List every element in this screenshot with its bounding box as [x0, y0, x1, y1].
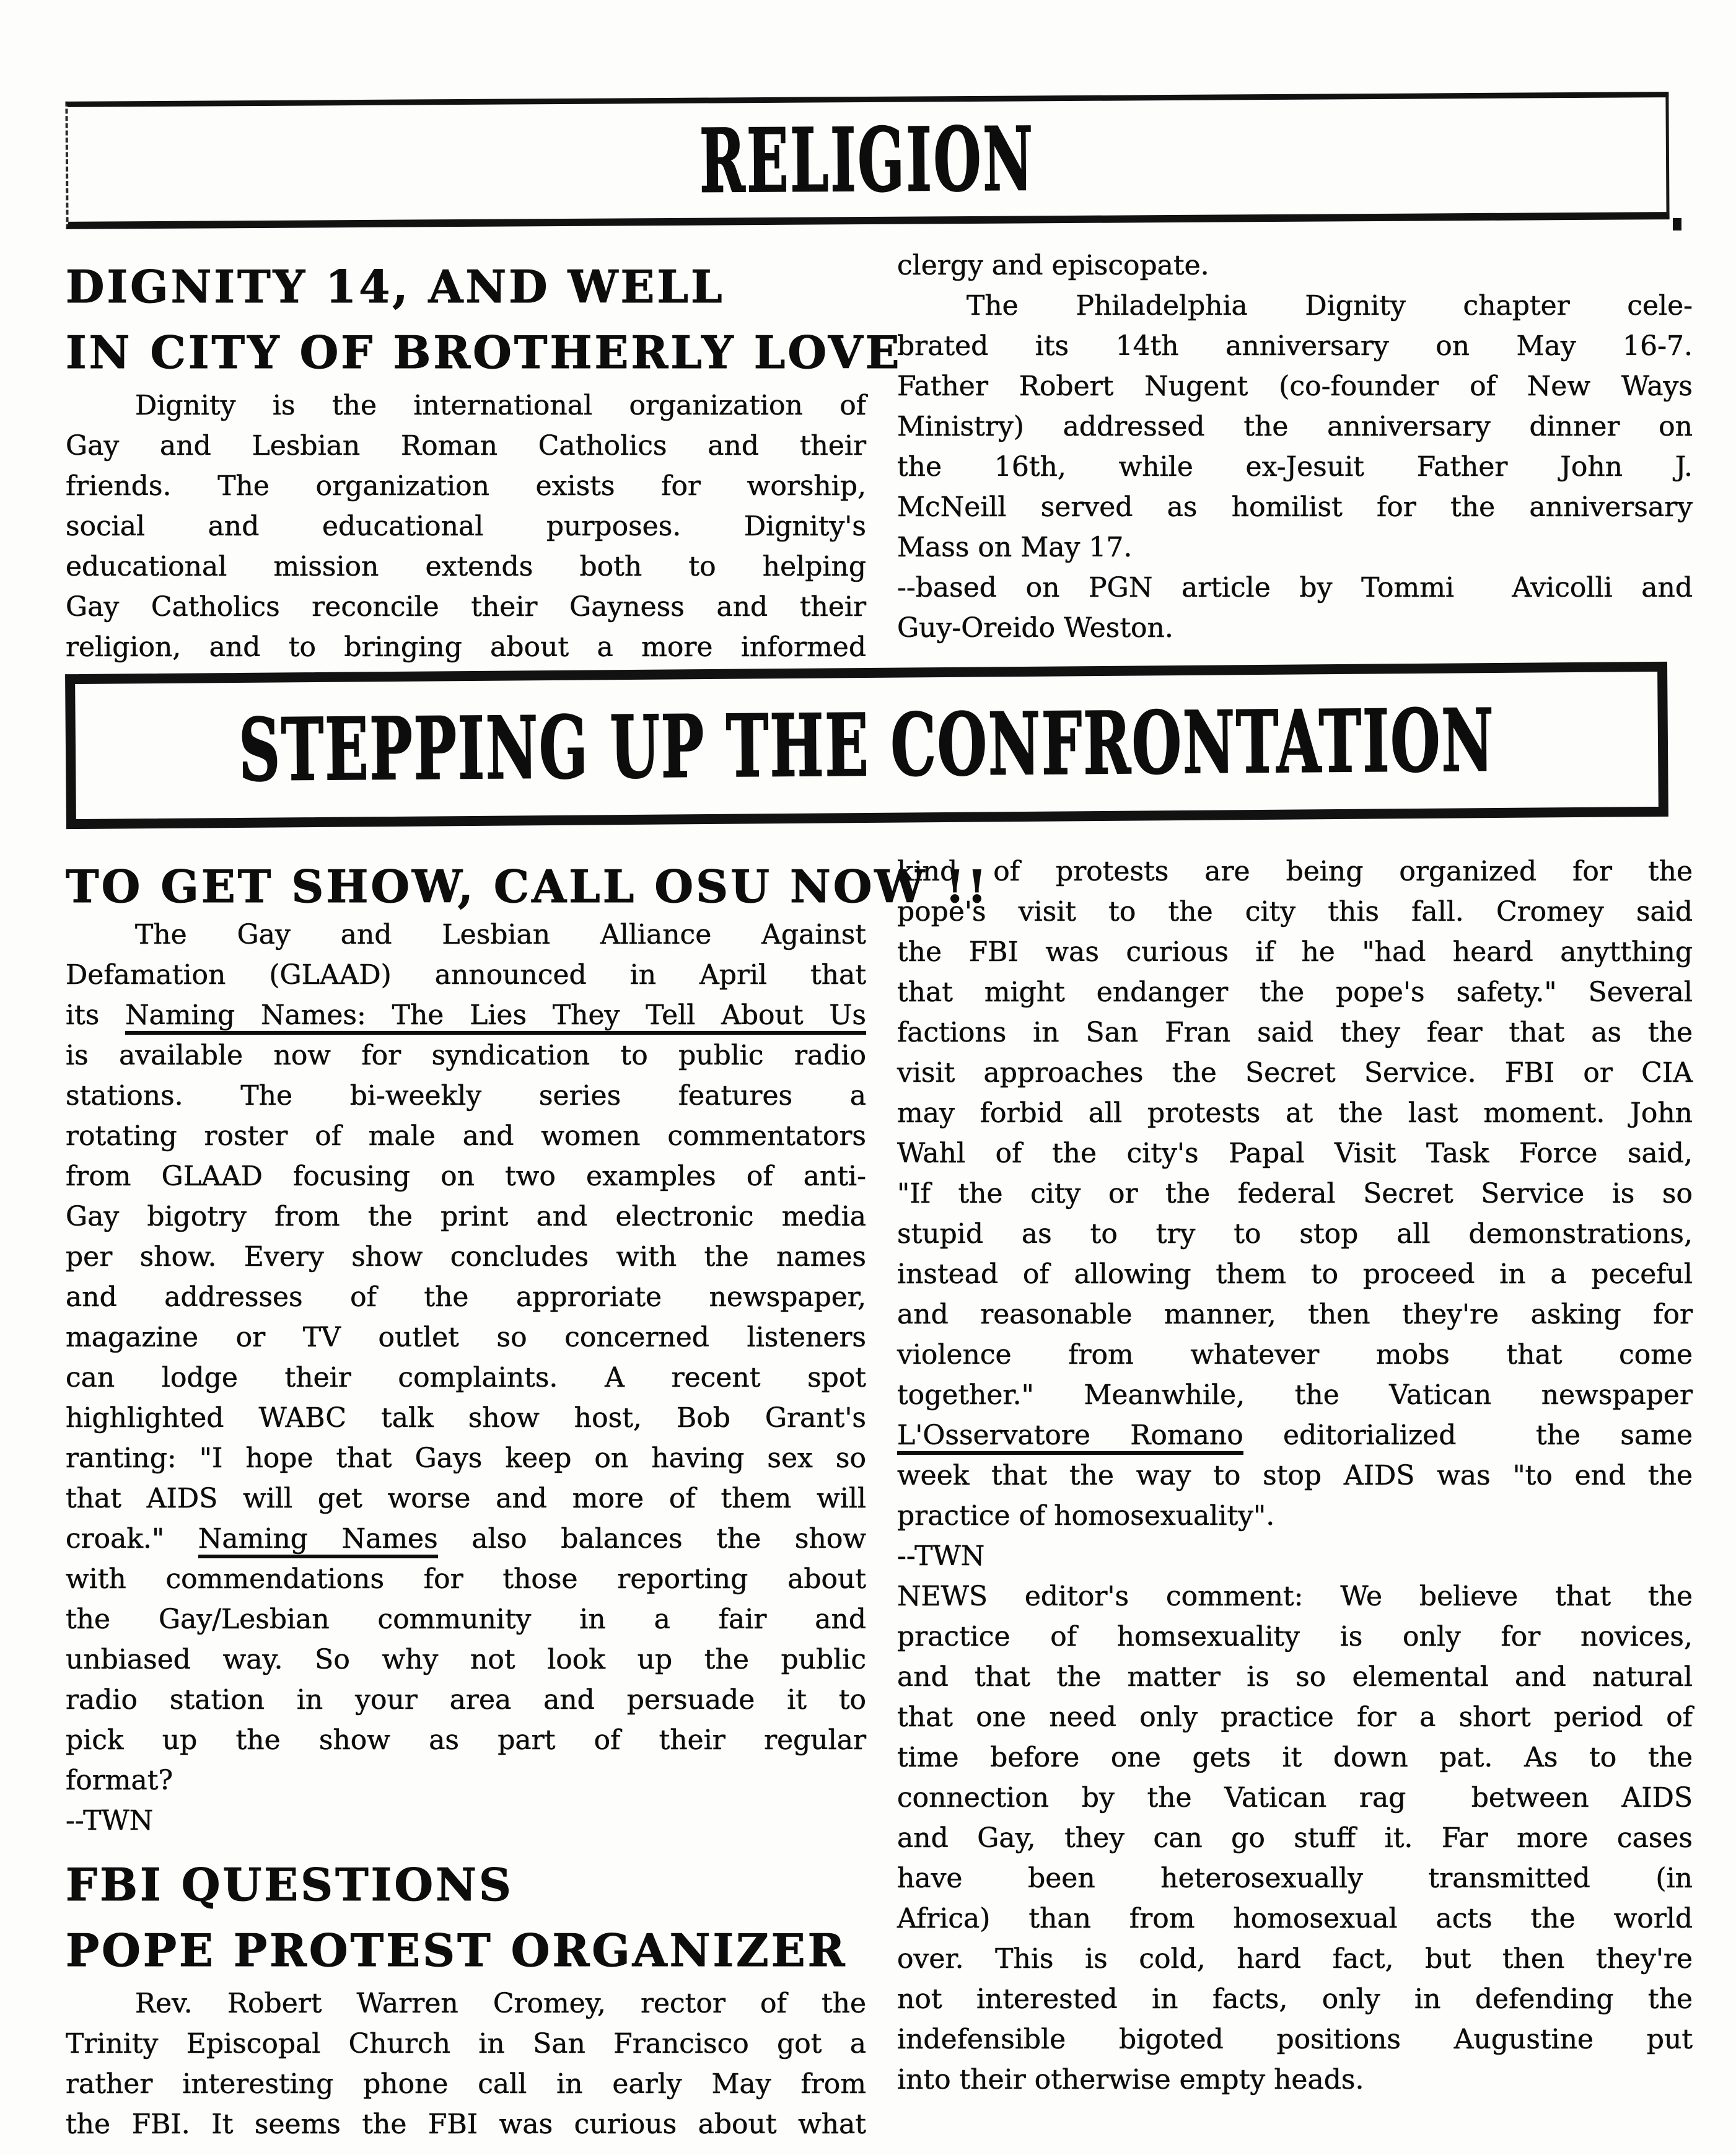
- text-segment: that one need only practice for a short period of: [897, 1701, 1693, 1733]
- text-segment: the FBI was curious if he "had heard anytthing: [897, 936, 1693, 968]
- text-segment: also balances the show: [437, 1523, 866, 1555]
- text-line: [897, 1536, 1693, 1576]
- text-segment: pick up the show as part of their regular: [66, 1724, 866, 1756]
- fbi-article-paragraph: [66, 1983, 866, 2144]
- text-segment: Wahl of the city's Papal Visit Task Force said,: [897, 1138, 1693, 1169]
- scan-artifact-square: [1673, 218, 1681, 230]
- text-segment: radio station in your area and persuade it to: [66, 1684, 866, 1716]
- text-line: [66, 1196, 866, 1237]
- text-segment: per show. Every show concludes with the names: [66, 1241, 866, 1273]
- text-line: [897, 1818, 1693, 1858]
- text-line: [897, 1898, 1693, 1939]
- headline-line: [66, 320, 902, 385]
- text-line: [66, 587, 866, 627]
- text-segment: Mass on May 17.: [897, 532, 1133, 563]
- text-segment: stations. The bi-weekly series features a: [66, 1080, 866, 1112]
- text-segment: croak.": [66, 1523, 198, 1555]
- text-line: [897, 1335, 1693, 1375]
- text-segment: "If the city or the federal Secret Service is so: [897, 1178, 1693, 1209]
- text-segment: together." Meanwhile, the Vatican newspaper: [897, 1379, 1693, 1411]
- religion-section-banner: [65, 92, 1669, 229]
- text-line: [897, 932, 1693, 972]
- text-segment: editorialized the same: [1243, 1420, 1693, 1451]
- text-line: [66, 1076, 866, 1116]
- text-segment: TO GET SHOW, CALL OSU NOW !!: [66, 860, 989, 913]
- text-segment: FBI QUESTIONS: [66, 1858, 514, 1911]
- text-line: [897, 1617, 1693, 1657]
- text-segment: religion, and to bringing about a more informed: [66, 631, 866, 663]
- text-line: [66, 1035, 866, 1076]
- text-line: [897, 1455, 1693, 1496]
- text-line: [897, 892, 1693, 932]
- text-segment: from GLAAD focusing on two examples of anti-: [66, 1161, 866, 1192]
- text-segment: magazine or TV outlet so concerned listeners: [66, 1322, 866, 1353]
- text-segment: rather interesting phone call in early May from: [66, 2068, 866, 2100]
- headline-line: [66, 254, 866, 320]
- text-line: [897, 1375, 1693, 1415]
- text-line: [897, 1576, 1693, 1617]
- text-line: [66, 506, 866, 546]
- text-line: [66, 2024, 866, 2064]
- text-line: [897, 1254, 1693, 1294]
- text-line: [897, 1737, 1693, 1778]
- text-segment: practice of homsexuality is only for novices,: [897, 1621, 1693, 1652]
- text-segment: Trinity Episcopal Church in San Francisco got a: [66, 2028, 866, 2060]
- fbi-article-continuation: [897, 851, 1693, 2100]
- underlined-phrase: L'Osservatore Romano: [897, 1420, 1243, 1455]
- text-segment: may forbid all protests at the last moment. John: [897, 1097, 1693, 1129]
- text-segment: pope's visit to the city this fall. Cromey said: [897, 896, 1693, 928]
- glaad-article-title: [66, 859, 989, 915]
- glaad-article-paragraph: [66, 915, 866, 1841]
- dignity-article-paragraph: [66, 385, 866, 667]
- text-line: [66, 2104, 866, 2144]
- text-segment: rotating roster of male and women commentators: [66, 1120, 866, 1152]
- headline-line: [66, 1918, 866, 1983]
- text-line: [897, 1133, 1693, 1174]
- text-line: [897, 851, 1693, 892]
- text-segment: The Philadelphia Dignity chapter cele-: [967, 290, 1693, 322]
- text-line: [66, 1156, 866, 1196]
- text-line: [897, 608, 1693, 648]
- text-segment: factions in San Fran said they fear that as the: [897, 1017, 1693, 1048]
- text-segment: not interested in facts, only in defending the: [897, 1983, 1693, 2015]
- text-line: [66, 1438, 866, 1478]
- text-line: [897, 1012, 1693, 1053]
- text-segment: DIGNITY 14, AND WELL: [66, 260, 725, 313]
- text-line: [897, 2019, 1693, 2060]
- text-line: [897, 286, 1693, 326]
- text-line: [897, 406, 1693, 447]
- text-line: [66, 1680, 866, 1720]
- text-line: [66, 1237, 866, 1277]
- text-segment: friends. The organization exists for worship,: [66, 470, 866, 502]
- underlined-phrase: Naming Names: The Lies They Tell About Us: [125, 999, 866, 1035]
- dignity-article-continuation: [897, 245, 1693, 648]
- text-line: [897, 527, 1693, 568]
- text-line: [66, 466, 866, 506]
- text-line: [897, 1778, 1693, 1818]
- text-segment: and that the matter is so elemental and natural: [897, 1661, 1693, 1693]
- text-line: [66, 2064, 866, 2104]
- text-line: [66, 1760, 866, 1801]
- text-segment: ranting: "I hope that Gays keep on having sex so: [66, 1442, 866, 1474]
- text-segment: Guy-Oreido Weston.: [897, 612, 1173, 644]
- text-segment: McNeill served as homilist for the anniversary: [897, 491, 1693, 523]
- text-line: [66, 1983, 866, 2024]
- dignity-article-title: [66, 254, 902, 385]
- text-segment: format?: [66, 1765, 173, 1796]
- text-line: [897, 1697, 1693, 1737]
- text-line: [66, 1559, 866, 1599]
- text-line: [66, 1478, 866, 1519]
- text-line: [66, 426, 866, 466]
- text-segment: Ministry) addressed the anniversary dinner on: [897, 411, 1693, 442]
- text-segment: POPE PROTEST ORGANIZER: [66, 1924, 848, 1977]
- text-segment: educational mission extends both to helping: [66, 551, 866, 582]
- text-segment: --based on PGN article by Tommi Avicolli and: [897, 572, 1693, 603]
- text-line: [66, 1398, 866, 1438]
- text-line: [897, 326, 1693, 366]
- religion-banner-title: RELIGION: [699, 107, 1035, 213]
- text-line: [66, 627, 866, 667]
- text-segment: instead of allowing them to proceed in a peceful: [897, 1258, 1693, 1290]
- confrontation-banner-title: STEPPING UP THE CONFRONTATION: [238, 690, 1496, 801]
- text-line: [66, 1358, 866, 1398]
- text-line: [897, 1415, 1693, 1455]
- text-line: [897, 1053, 1693, 1093]
- text-segment: --TWN: [897, 1540, 985, 1572]
- text-line: [897, 1939, 1693, 1979]
- text-segment: the FBI. It seems the FBI was curious about what: [66, 2109, 866, 2140]
- text-segment: over. This is cold, hard fact, but then they're: [897, 1943, 1693, 1975]
- text-line: [897, 1174, 1693, 1214]
- text-segment: and Gay, they can go stuff it. Far more cases: [897, 1822, 1693, 1854]
- text-line: [66, 1599, 866, 1639]
- text-line: [66, 1116, 866, 1156]
- text-line: [897, 447, 1693, 487]
- text-line: [897, 1979, 1693, 2019]
- fbi-article-title: [66, 1852, 866, 1983]
- headline-line: [66, 1852, 866, 1918]
- text-line: [66, 1277, 866, 1317]
- text-segment: social and educational purposes. Dignity's: [66, 511, 866, 542]
- text-segment: connection by the Vatican rag between AIDS: [897, 1782, 1693, 1814]
- text-segment: Defamation (GLAAD) announced in April that: [66, 959, 866, 991]
- text-line: [897, 245, 1693, 286]
- underlined-phrase: Naming Names: [198, 1523, 438, 1558]
- text-segment: into their otherwise empty heads.: [897, 2064, 1364, 2096]
- text-line: [897, 1214, 1693, 1254]
- text-line: [66, 915, 866, 955]
- text-segment: violence from whatever mobs that come: [897, 1339, 1693, 1371]
- text-line: [897, 366, 1693, 406]
- text-line: [66, 1519, 866, 1559]
- text-segment: with commendations for those reporting about: [66, 1563, 866, 1595]
- text-line: [897, 1294, 1693, 1335]
- text-segment: indefensible bigoted positions Augustine put: [897, 2024, 1693, 2055]
- text-line: [66, 385, 866, 426]
- text-line: [66, 1720, 866, 1760]
- text-line: [66, 1801, 866, 1841]
- text-line: [66, 1317, 866, 1358]
- text-line: [897, 1093, 1693, 1133]
- text-segment: and addresses of the approriate newspaper,: [66, 1281, 866, 1313]
- text-segment: highlighted WABC talk show host, Bob Grant's: [66, 1402, 866, 1434]
- text-segment: Gay and Lesbian Roman Catholics and their: [66, 430, 866, 462]
- text-segment: IN CITY OF BROTHERLY LOVE: [66, 326, 902, 379]
- text-line: [897, 1657, 1693, 1697]
- text-segment: that might endanger the pope's safety." Several: [897, 977, 1693, 1008]
- text-segment: Africa) than from homosexual acts the world: [897, 1903, 1693, 1934]
- text-segment: visit approaches the Secret Service. FBI or CIA: [897, 1057, 1693, 1089]
- text-segment: The Gay and Lesbian Alliance Against: [135, 919, 866, 950]
- religion-article-left-column: [66, 254, 902, 667]
- text-segment: NEWS editor's comment: We believe that the: [897, 1581, 1693, 1612]
- text-segment: Father Robert Nugent (co-founder of New Ways: [897, 371, 1693, 402]
- text-segment: Rev. Robert Warren Cromey, rector of the: [135, 1988, 866, 2019]
- text-segment: stupid as to try to stop all demonstrations,: [897, 1218, 1693, 1250]
- text-segment: Dignity is the international organization of: [135, 390, 866, 421]
- text-segment: and reasonable manner, then they're asking for: [897, 1299, 1693, 1330]
- text-segment: Gay Catholics reconcile their Gayness and their: [66, 591, 866, 623]
- text-line: [897, 1858, 1693, 1898]
- confrontation-section-banner: [65, 662, 1668, 829]
- text-line: [897, 972, 1693, 1012]
- text-segment: Gay bigotry from the print and electronic media: [66, 1201, 866, 1232]
- text-segment: have been heterosexually transmitted (in: [897, 1863, 1693, 1894]
- religion-article-right-column: [897, 245, 1693, 648]
- text-segment: the Gay/Lesbian community in a fair and: [66, 1604, 866, 1635]
- text-segment: the 16th, while ex-Jesuit Father John J.: [897, 451, 1693, 483]
- text-segment: kind of protests are being organized for the: [897, 856, 1693, 887]
- text-segment: practice of homosexuality".: [897, 1500, 1275, 1532]
- text-segment: is available now for syndication to public radio: [66, 1040, 866, 1071]
- confrontation-article-left-column: [66, 859, 989, 2144]
- text-segment: that AIDS will get worse and more of them will: [66, 1483, 866, 1514]
- text-segment: time before one gets it down pat. As to the: [897, 1742, 1693, 1773]
- text-line: [66, 546, 866, 587]
- text-line: [66, 955, 866, 995]
- text-line: [897, 1496, 1693, 1536]
- headline-line: [66, 859, 989, 915]
- text-line: [897, 487, 1693, 527]
- text-line: [66, 1639, 866, 1680]
- text-segment: brated its 14th anniversary on May 16-7.: [897, 330, 1693, 362]
- text-line: [897, 2060, 1693, 2100]
- text-segment: clergy and episcopate.: [897, 250, 1209, 281]
- text-line: [66, 995, 866, 1035]
- text-segment: can lodge their complaints. A recent spot: [66, 1362, 866, 1394]
- text-segment: --TWN: [66, 1805, 154, 1837]
- confrontation-article-right-column: [897, 851, 1693, 2100]
- text-segment: its: [66, 999, 126, 1031]
- text-segment: unbiased way. So why not look up the public: [66, 1644, 866, 1675]
- text-segment: week that the way to stop AIDS was "to end the: [897, 1460, 1693, 1491]
- text-line: [897, 568, 1693, 608]
